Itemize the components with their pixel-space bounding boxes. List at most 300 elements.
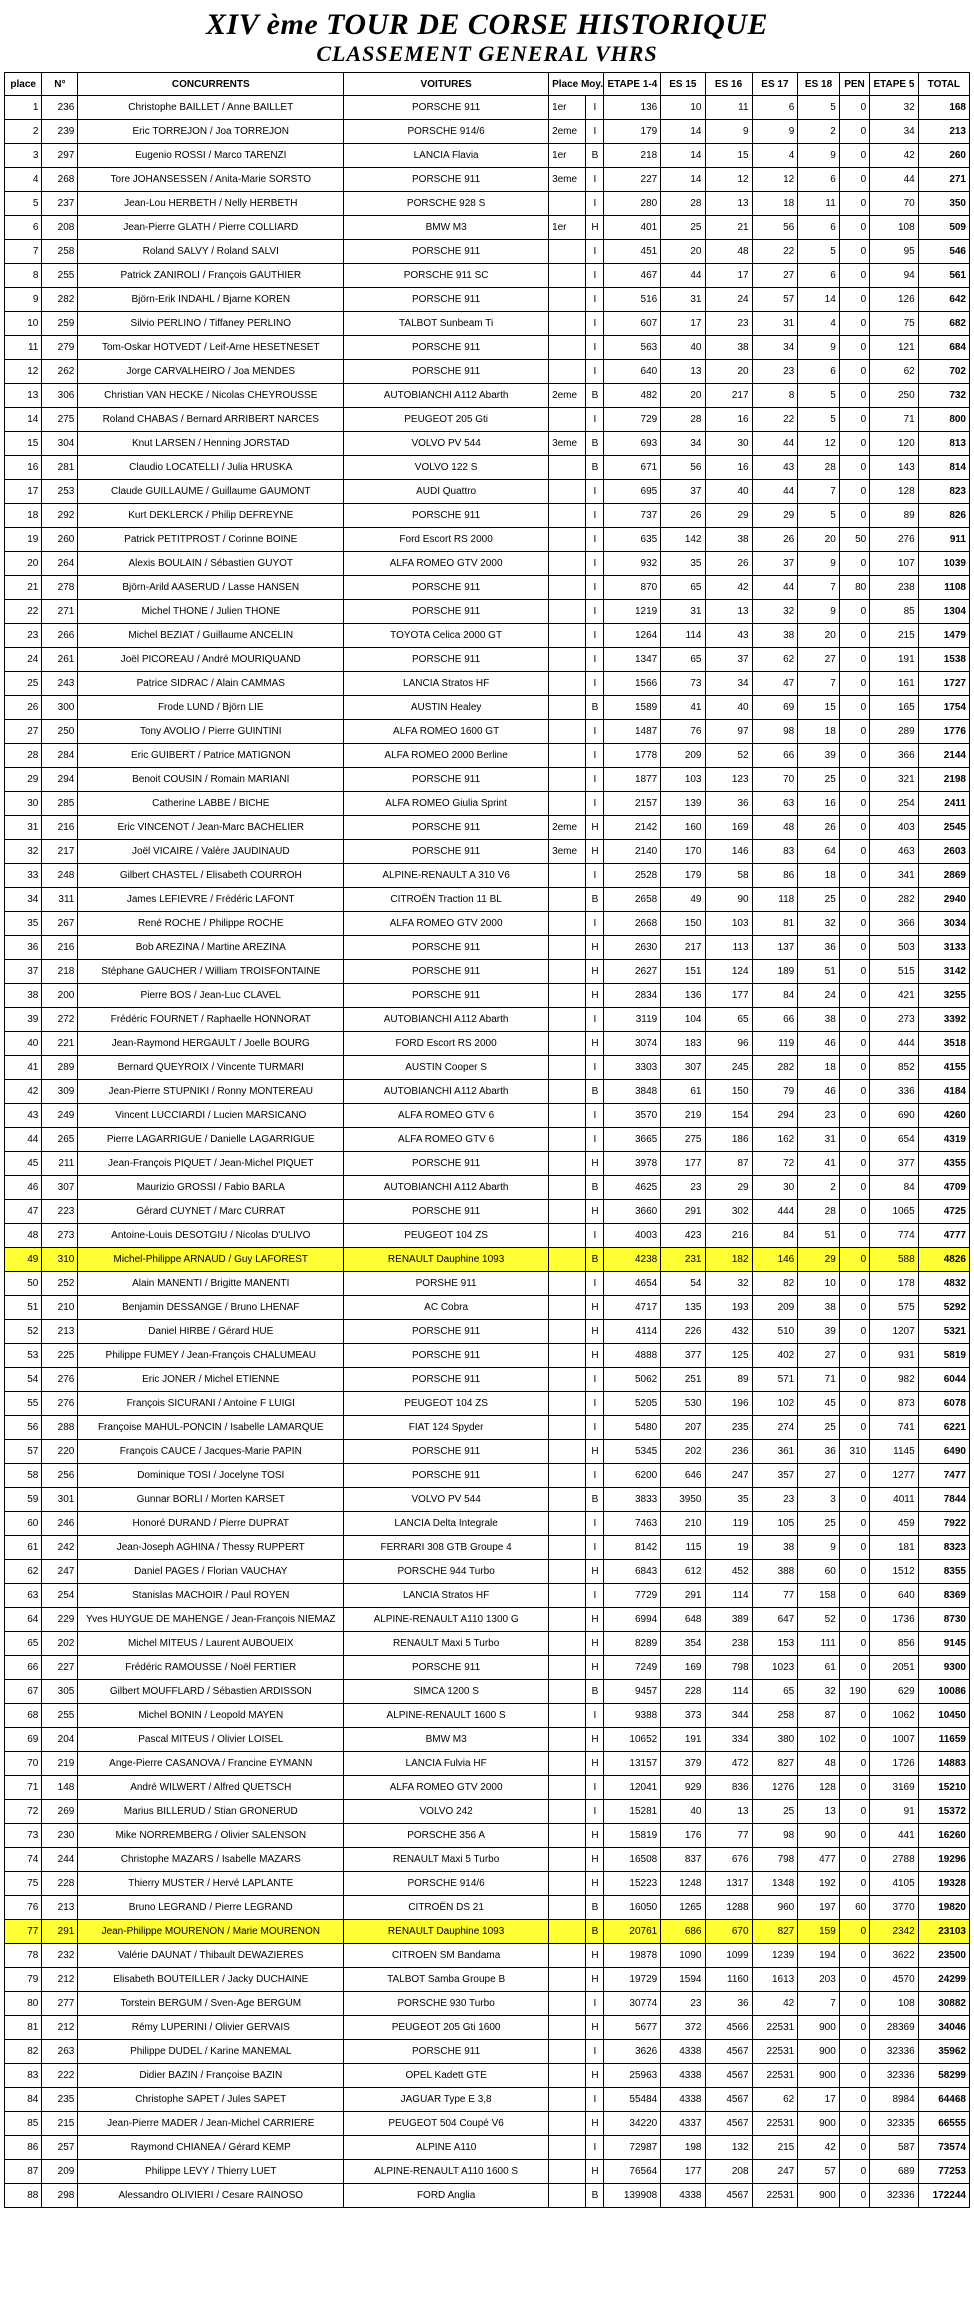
cell-es17: 44 <box>752 480 798 504</box>
cell-es16: 4567 <box>705 2064 752 2088</box>
cell-number: 216 <box>42 816 78 840</box>
cell-es16: 150 <box>705 1080 752 1104</box>
cell-place: 82 <box>5 2040 42 2064</box>
cell-group: I <box>586 1008 604 1032</box>
cell-es18: 28 <box>798 456 840 480</box>
cell-es17: 27 <box>752 264 798 288</box>
cell-number: 255 <box>42 264 78 288</box>
cell-es17: 84 <box>752 1224 798 1248</box>
cell-etape-1-4: 693 <box>604 432 661 456</box>
cell-es18: 192 <box>798 1872 840 1896</box>
cell-place-moy <box>549 2088 586 2112</box>
cell-etape-1-4: 1219 <box>604 600 661 624</box>
cell-place-moy <box>549 1824 586 1848</box>
table-row <box>5 768 970 792</box>
cell-es16: 114 <box>705 1584 752 1608</box>
cell-es16: 124 <box>705 960 752 984</box>
cell-group: I <box>586 336 604 360</box>
cell-etape5: 1062 <box>870 1704 918 1728</box>
cell-place: 13 <box>5 384 42 408</box>
table-row <box>5 1224 970 1248</box>
cell-voiture: CITROËN DS 21 <box>344 1896 549 1920</box>
cell-pen: 0 <box>839 1200 869 1224</box>
cell-place: 1 <box>5 96 42 120</box>
cell-etape-1-4: 4625 <box>604 1176 661 1200</box>
cell-concurrents: Eric VINCENOT / Jean-Marc BACHELIER <box>78 816 344 840</box>
cell-total: 7477 <box>918 1464 969 1488</box>
cell-es18: 36 <box>798 1440 840 1464</box>
cell-es18: 17 <box>798 2088 840 2112</box>
cell-es17: 827 <box>752 1920 798 1944</box>
cell-place-moy <box>549 1008 586 1032</box>
cell-es17: 444 <box>752 1200 798 1224</box>
cell-etape5: 120 <box>870 432 918 456</box>
cell-total: 684 <box>918 336 969 360</box>
cell-place-moy <box>549 1656 586 1680</box>
cell-number: 275 <box>42 408 78 432</box>
table-row <box>5 1872 970 1896</box>
cell-etape5: 856 <box>870 1632 918 1656</box>
cell-voiture: ALPINE-RENAULT A110 1600 S <box>344 2160 549 2184</box>
cell-place: 81 <box>5 2016 42 2040</box>
cell-number: 209 <box>42 2160 78 2184</box>
cell-group: B <box>586 384 604 408</box>
cell-voiture: ALFA ROMEO GTV 6 <box>344 1104 549 1128</box>
cell-group: H <box>586 1824 604 1848</box>
cell-group: I <box>586 1392 604 1416</box>
cell-number: 202 <box>42 1632 78 1656</box>
cell-etape-1-4: 12041 <box>604 1776 661 1800</box>
cell-place: 78 <box>5 1944 42 1968</box>
cell-es17: 69 <box>752 696 798 720</box>
cell-es16: 26 <box>705 552 752 576</box>
cell-number: 292 <box>42 504 78 528</box>
cell-es15: 1265 <box>661 1896 705 1920</box>
cell-total: 823 <box>918 480 969 504</box>
cell-etape5: 84 <box>870 1176 918 1200</box>
cell-pen: 0 <box>839 336 869 360</box>
cell-es18: 26 <box>798 816 840 840</box>
cell-total: 814 <box>918 456 969 480</box>
cell-place-moy <box>549 1872 586 1896</box>
cell-place: 44 <box>5 1128 42 1152</box>
cell-es15: 20 <box>661 240 705 264</box>
cell-es16: 182 <box>705 1248 752 1272</box>
cell-pen: 0 <box>839 312 869 336</box>
cell-number: 284 <box>42 744 78 768</box>
cell-concurrents: François CAUCE / Jacques-Marie PAPIN <box>78 1440 344 1464</box>
cell-voiture: PORSCHE 911 <box>344 984 549 1008</box>
cell-group: I <box>586 672 604 696</box>
cell-pen: 0 <box>839 960 869 984</box>
cell-number: 227 <box>42 1656 78 1680</box>
cell-concurrents: Kurt DEKLERCK / Philip DEFREYNE <box>78 504 344 528</box>
cell-number: 257 <box>42 2136 78 2160</box>
cell-concurrents: Patrice SIDRAC / Alain CAMMAS <box>78 672 344 696</box>
cell-etape-1-4: 4717 <box>604 1296 661 1320</box>
cell-place: 19 <box>5 528 42 552</box>
cell-concurrents: Elisabeth BOUTEILLER / Jacky DUCHAINE <box>78 1968 344 1992</box>
cell-es17: 22 <box>752 408 798 432</box>
cell-etape5: 463 <box>870 840 918 864</box>
cell-total: 66555 <box>918 2112 969 2136</box>
cell-etape-1-4: 139908 <box>604 2184 661 2208</box>
cell-number: 221 <box>42 1032 78 1056</box>
cell-group: I <box>586 360 604 384</box>
cell-total: 14883 <box>918 1752 969 1776</box>
cell-place-moy <box>549 960 586 984</box>
table-row <box>5 504 970 528</box>
cell-group: I <box>586 408 604 432</box>
cell-es17: 38 <box>752 1536 798 1560</box>
cell-es17: 29 <box>752 504 798 528</box>
cell-es15: 373 <box>661 1704 705 1728</box>
cell-es17: 1276 <box>752 1776 798 1800</box>
cell-place-moy <box>549 552 586 576</box>
cell-place-moy <box>549 1704 586 1728</box>
cell-pen: 0 <box>839 408 869 432</box>
table-row <box>5 864 970 888</box>
cell-number: 272 <box>42 1008 78 1032</box>
cell-es16: 113 <box>705 936 752 960</box>
cell-voiture: JAGUAR Type E 3,8 <box>344 2088 549 2112</box>
cell-place-moy <box>549 1584 586 1608</box>
cell-etape-1-4: 1264 <box>604 624 661 648</box>
cell-voiture: VOLVO 122 S <box>344 456 549 480</box>
table-row <box>5 2160 970 2184</box>
cell-es17: 6 <box>752 96 798 120</box>
cell-concurrents: Ange-Pierre CASANOVA / Francine EYMANN <box>78 1752 344 1776</box>
cell-voiture: PORSCHE 914/6 <box>344 120 549 144</box>
cell-voiture: PORSCHE 930 Turbo <box>344 1992 549 2016</box>
cell-number: 229 <box>42 1608 78 1632</box>
cell-pen: 0 <box>839 1152 869 1176</box>
cell-etape5: 1277 <box>870 1464 918 1488</box>
cell-concurrents: Gunnar BORLI / Morten KARSET <box>78 1488 344 1512</box>
cell-place-moy <box>549 1056 586 1080</box>
cell-voiture: PORSCHE 356 A <box>344 1824 549 1848</box>
cell-es18: 6 <box>798 216 840 240</box>
cell-es18: 61 <box>798 1656 840 1680</box>
cell-voiture: PEUGEOT 104 ZS <box>344 1224 549 1248</box>
cell-es16: 40 <box>705 696 752 720</box>
cell-place-moy <box>549 1320 586 1344</box>
cell-group: I <box>586 168 604 192</box>
cell-etape-1-4: 10652 <box>604 1728 661 1752</box>
cell-voiture: OPEL Kadett GTE <box>344 2064 549 2088</box>
table-row <box>5 1776 970 1800</box>
cell-es17: 402 <box>752 1344 798 1368</box>
cell-pen: 0 <box>839 1368 869 1392</box>
cell-place-moy <box>549 1152 586 1176</box>
cell-voiture: LANCIA Stratos HF <box>344 1584 549 1608</box>
cell-total: 2144 <box>918 744 969 768</box>
cell-total: 34046 <box>918 2016 969 2040</box>
cell-es15: 202 <box>661 1440 705 1464</box>
cell-place-moy <box>549 2016 586 2040</box>
cell-pen: 0 <box>839 192 869 216</box>
cell-etape-1-4: 20761 <box>604 1920 661 1944</box>
cell-pen: 0 <box>839 1104 869 1128</box>
cell-total: 77253 <box>918 2160 969 2184</box>
cell-total: 3142 <box>918 960 969 984</box>
cell-place-moy <box>549 1200 586 1224</box>
cell-number: 247 <box>42 1560 78 1584</box>
cell-es15: 23 <box>661 1992 705 2016</box>
cell-etape-1-4: 2668 <box>604 912 661 936</box>
cell-pen: 0 <box>839 552 869 576</box>
cell-concurrents: Tony AVOLIO / Pierre GUINTINI <box>78 720 344 744</box>
cell-place-moy <box>549 360 586 384</box>
cell-number: 212 <box>42 1968 78 1992</box>
cell-total: 4832 <box>918 1272 969 1296</box>
cell-es17: 119 <box>752 1032 798 1056</box>
cell-es16: 42 <box>705 576 752 600</box>
cell-es16: 19 <box>705 1536 752 1560</box>
cell-es18: 18 <box>798 864 840 888</box>
cell-place: 49 <box>5 1248 42 1272</box>
cell-concurrents: Alexis BOULAIN / Sébastien GUYOT <box>78 552 344 576</box>
cell-es18: 9 <box>798 336 840 360</box>
cell-voiture: PORSCHE 911 <box>344 600 549 624</box>
cell-es15: 210 <box>661 1512 705 1536</box>
cell-total: 24299 <box>918 1968 969 1992</box>
cell-es15: 150 <box>661 912 705 936</box>
cell-es18: 2 <box>798 1176 840 1200</box>
cell-concurrents: Michel MITEUS / Laurent AUBOUEIX <box>78 1632 344 1656</box>
cell-total: 58299 <box>918 2064 969 2088</box>
cell-concurrents: Michel-Philippe ARNAUD / Guy LAFOREST <box>78 1248 344 1272</box>
cell-etape5: 852 <box>870 1056 918 1080</box>
cell-es16: 13 <box>705 600 752 624</box>
cell-number: 268 <box>42 168 78 192</box>
cell-es18: 7 <box>798 1992 840 2016</box>
cell-etape-1-4: 179 <box>604 120 661 144</box>
cell-es17: 960 <box>752 1896 798 1920</box>
cell-voiture: CITROËN Traction 11 BL <box>344 888 549 912</box>
cell-concurrents: Frode LUND / Björn LIE <box>78 696 344 720</box>
cell-etape5: 161 <box>870 672 918 696</box>
cell-voiture: PORSCHE 911 <box>344 336 549 360</box>
cell-place: 7 <box>5 240 42 264</box>
cell-etape5: 181 <box>870 1536 918 1560</box>
cell-etape5: 8984 <box>870 2088 918 2112</box>
cell-number: 232 <box>42 1944 78 1968</box>
cell-es16: 1317 <box>705 1872 752 1896</box>
cell-place-moy <box>549 1272 586 1296</box>
cell-etape5: 3622 <box>870 1944 918 1968</box>
table-row <box>5 1272 970 1296</box>
cell-number: 230 <box>42 1824 78 1848</box>
cell-place-moy <box>549 408 586 432</box>
cell-group: I <box>586 96 604 120</box>
cell-pen: 0 <box>839 384 869 408</box>
cell-concurrents: Torstein BERGUM / Sven-Age BERGUM <box>78 1992 344 2016</box>
cell-place-moy <box>549 1608 586 1632</box>
cell-group: H <box>586 960 604 984</box>
table-row <box>5 2184 970 2208</box>
cell-es15: 44 <box>661 264 705 288</box>
cell-es17: 22531 <box>752 2040 798 2064</box>
cell-total: 5819 <box>918 1344 969 1368</box>
cell-es16: 146 <box>705 840 752 864</box>
cell-place: 27 <box>5 720 42 744</box>
cell-es15: 40 <box>661 336 705 360</box>
cell-es17: 105 <box>752 1512 798 1536</box>
cell-place-moy <box>549 744 586 768</box>
cell-place: 55 <box>5 1392 42 1416</box>
cell-es17: 12 <box>752 168 798 192</box>
cell-total: 15210 <box>918 1776 969 1800</box>
cell-es16: 58 <box>705 864 752 888</box>
cell-es15: 291 <box>661 1584 705 1608</box>
cell-place: 48 <box>5 1224 42 1248</box>
cell-concurrents: Joël PICOREAU / André MOURIQUAND <box>78 648 344 672</box>
cell-etape-1-4: 6843 <box>604 1560 661 1584</box>
cell-concurrents: Bob AREZINA / Martine AREZINA <box>78 936 344 960</box>
cell-es18: 18 <box>798 720 840 744</box>
cell-es18: 477 <box>798 1848 840 1872</box>
cell-place: 63 <box>5 1584 42 1608</box>
cell-pen: 0 <box>839 840 869 864</box>
table-row <box>5 1056 970 1080</box>
table-row <box>5 792 970 816</box>
cell-voiture: ALPINE A110 <box>344 2136 549 2160</box>
cell-concurrents: Daniel HIRBE / Gérard HUE <box>78 1320 344 1344</box>
cell-pen: 0 <box>839 1800 869 1824</box>
cell-number: 264 <box>42 552 78 576</box>
cell-etape5: 931 <box>870 1344 918 1368</box>
cell-pen: 0 <box>839 1776 869 1800</box>
table-row <box>5 1344 970 1368</box>
cell-es15: 648 <box>661 1608 705 1632</box>
cell-es18: 87 <box>798 1704 840 1728</box>
cell-pen: 0 <box>839 1056 869 1080</box>
cell-total: 16260 <box>918 1824 969 1848</box>
cell-es18: 9 <box>798 1536 840 1560</box>
cell-voiture: ALFA ROMEO GTV 6 <box>344 1128 549 1152</box>
cell-es18: 20 <box>798 624 840 648</box>
cell-es16: 114 <box>705 1680 752 1704</box>
cell-etape-1-4: 8289 <box>604 1632 661 1656</box>
cell-etape-1-4: 1589 <box>604 696 661 720</box>
cell-group: I <box>586 552 604 576</box>
cell-es18: 5 <box>798 408 840 432</box>
col-etape-1-4: ETAPE 1-4 <box>604 73 661 96</box>
cell-voiture: FIAT 124 Spyder <box>344 1416 549 1440</box>
cell-voiture: PORSCHE 911 <box>344 360 549 384</box>
cell-place-moy <box>549 1392 586 1416</box>
cell-etape5: 689 <box>870 2160 918 2184</box>
cell-place: 18 <box>5 504 42 528</box>
cell-etape5: 254 <box>870 792 918 816</box>
cell-total: 4319 <box>918 1128 969 1152</box>
cell-group: H <box>586 840 604 864</box>
cell-es18: 57 <box>798 2160 840 2184</box>
cell-es17: 388 <box>752 1560 798 1584</box>
cell-concurrents: Pierre LAGARRIGUE / Danielle LAGARRIGUE <box>78 1128 344 1152</box>
cell-place-moy <box>549 888 586 912</box>
cell-place: 21 <box>5 576 42 600</box>
cell-place-moy <box>549 1368 586 1392</box>
cell-concurrents: Frédéric FOURNET / Raphaelle HONNORAT <box>78 1008 344 1032</box>
cell-voiture: PORSCHE 911 <box>344 1320 549 1344</box>
cell-es18: 102 <box>798 1728 840 1752</box>
cell-number: 297 <box>42 144 78 168</box>
cell-place: 30 <box>5 792 42 816</box>
cell-etape5: 126 <box>870 288 918 312</box>
cell-voiture: PORSCHE 911 <box>344 96 549 120</box>
cell-es16: 208 <box>705 2160 752 2184</box>
cell-etape5: 774 <box>870 1224 918 1248</box>
cell-etape-1-4: 136 <box>604 96 661 120</box>
cell-voiture: PORSCHE 911 <box>344 936 549 960</box>
table-row <box>5 1752 970 1776</box>
cell-total: 1479 <box>918 624 969 648</box>
cell-etape5: 143 <box>870 456 918 480</box>
cell-etape5: 341 <box>870 864 918 888</box>
cell-voiture: LANCIA Fulvia HF <box>344 1752 549 1776</box>
cell-pen: 0 <box>839 2184 869 2208</box>
cell-place-moy <box>549 2160 586 2184</box>
cell-etape5: 366 <box>870 744 918 768</box>
cell-group: H <box>586 2016 604 2040</box>
cell-concurrents: Philippe LEVY / Thierry LUET <box>78 2160 344 2184</box>
cell-place-moy <box>549 480 586 504</box>
cell-number: 200 <box>42 984 78 1008</box>
cell-group: B <box>586 1920 604 1944</box>
cell-etape-1-4: 635 <box>604 528 661 552</box>
cell-concurrents: Eric GUIBERT / Patrice MATIGNON <box>78 744 344 768</box>
cell-number: 310 <box>42 1248 78 1272</box>
cell-voiture: PORSCHE 911 <box>344 1200 549 1224</box>
cell-total: 2603 <box>918 840 969 864</box>
cell-place-moy <box>549 912 586 936</box>
cell-es17: 83 <box>752 840 798 864</box>
table-row <box>5 1608 970 1632</box>
cell-place: 25 <box>5 672 42 696</box>
cell-etape5: 654 <box>870 1128 918 1152</box>
cell-total: 271 <box>918 168 969 192</box>
cell-group: I <box>586 1512 604 1536</box>
table-row <box>5 2040 970 2064</box>
cell-place-moy: 2eme <box>549 384 586 408</box>
cell-pen: 80 <box>839 576 869 600</box>
table-row <box>5 1488 970 1512</box>
cell-es17: 44 <box>752 576 798 600</box>
table-row <box>5 624 970 648</box>
cell-voiture: PORSCHE 911 <box>344 1440 549 1464</box>
cell-total: 3518 <box>918 1032 969 1056</box>
table-row <box>5 1512 970 1536</box>
cell-es16: 4566 <box>705 2016 752 2040</box>
cell-number: 236 <box>42 96 78 120</box>
cell-voiture: VOLVO 242 <box>344 1800 549 1824</box>
cell-etape-1-4: 25963 <box>604 2064 661 2088</box>
cell-es15: 17 <box>661 312 705 336</box>
cell-concurrents: Catherine LABBE / BICHE <box>78 792 344 816</box>
cell-etape-1-4: 2834 <box>604 984 661 1008</box>
cell-voiture: LANCIA Stratos HF <box>344 672 549 696</box>
cell-pen: 0 <box>839 2016 869 2040</box>
cell-place: 23 <box>5 624 42 648</box>
cell-concurrents: Michel THONE / Julien THONE <box>78 600 344 624</box>
cell-es15: 612 <box>661 1560 705 1584</box>
cell-place-moy: 1er <box>549 96 586 120</box>
cell-es15: 136 <box>661 984 705 1008</box>
cell-total: 2545 <box>918 816 969 840</box>
cell-es17: 22531 <box>752 2016 798 2040</box>
